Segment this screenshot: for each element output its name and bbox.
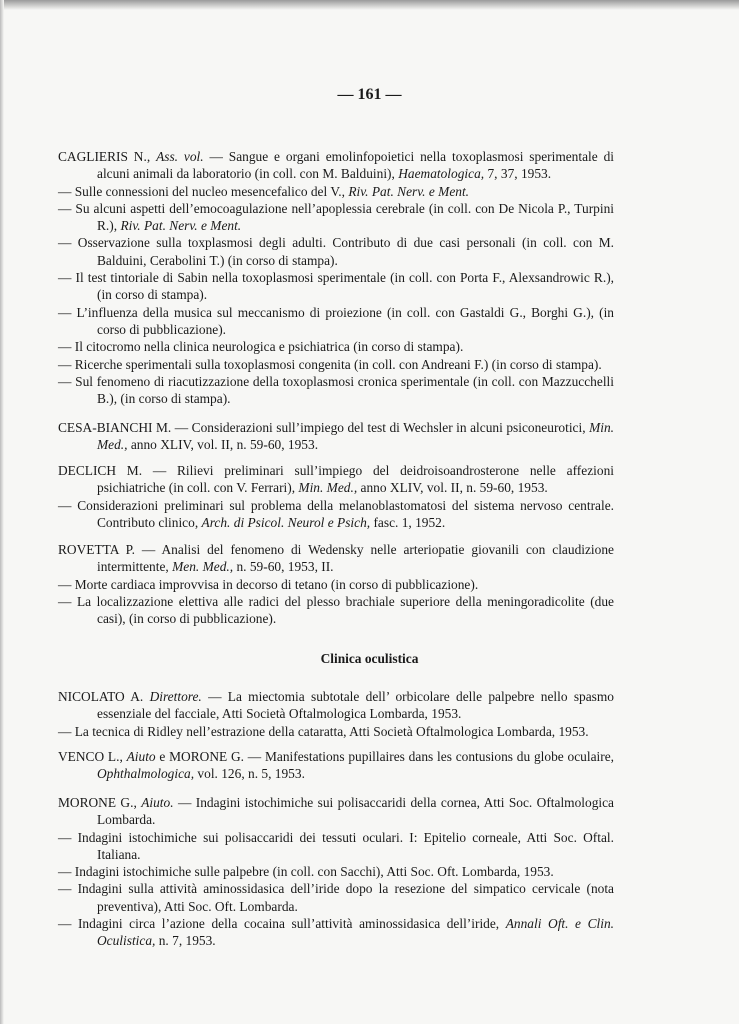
bibliography-entry [58, 234, 614, 269]
citation-text: — Il test tintoriale di Sabin nella toxoplasmosi sperimentale (in coll. con Porta F., Alexsandrowic R.), (in corso di stampa). [58, 270, 614, 303]
citation-italic-text: Annali Oft. e Clin. Oculistica, [97, 916, 614, 949]
citation-text: anno XLIV, vol. II, n. 59-60, 1953. [127, 437, 319, 453]
citation-text: fasc. 1, 1952. [370, 514, 446, 530]
bibliography-group [58, 688, 614, 740]
citation-italic-text: Aiuto. [141, 795, 174, 810]
bibliography-entry [58, 269, 614, 304]
citation-italic-text: Riv. Pat. Nerv. e Ment. [120, 218, 242, 234]
citation-text: n. 59-60, 1953, II. [233, 559, 334, 575]
citation-text: — Indagini istochimiche sui polisaccaridi dei tessuti oculari. I: Epitelio corneale, Atti Soc. Oftal. Italiana. [58, 829, 614, 862]
bibliography-entry [58, 688, 614, 723]
citation-italic-text: Arch. di Psicol. Neurol e Psich, [201, 514, 371, 530]
bibliography-entry [58, 338, 614, 355]
scan-edge-top [0, 0, 739, 10]
citation-text: — Indagini circa l’azione della cocaina sull’attività aminossidasica dell’iride, [58, 916, 506, 932]
citation-text: CESA-BIANCHI M. — Considerazioni sull’impiego del test di Wechsler in alcuni psiconeurotici, [58, 420, 590, 435]
citation-text: — Considerazioni preliminari sul problema della melanoblastomatosi del sistema nervoso centrale. Contributo clinico, [58, 497, 614, 530]
bibliography-entry [58, 748, 614, 783]
citation-text: — Sul fenomeno di riacutizzazione della toxoplasmosi cronica sperimentale (in coll. con Mazzucchelli B.), (in corso di stampa). [58, 373, 614, 407]
bibliography-entry [58, 183, 614, 200]
citation-text: n. 7, 1953. [155, 933, 216, 949]
citation-text: — Sangue e organi emolinfopoietici nella toxoplasmosi sperimentale di alcuni animali da laboratorio (in coll. con M. Balduini), [97, 149, 615, 182]
scan-edge-left [0, 0, 4, 1024]
bibliography-entry [58, 419, 614, 454]
page-number: — 161 — [337, 86, 402, 103]
citation-italic-text: Ass. vol. [156, 149, 204, 164]
citation-italic-text: Min. Med., [298, 480, 358, 496]
bibliography-entry [58, 723, 614, 740]
bibliography-group [58, 148, 614, 407]
bibliography-entry [58, 200, 614, 235]
bibliography-entry [58, 148, 614, 183]
citation-text: VENCO L., [58, 749, 127, 764]
citation-text: vol. 126, n. 5, 1953. [194, 766, 305, 782]
citation-text: — Indagini sulla attività aminossidasica dell’iride dopo la resezione del simpatico cervicale (nota preventiva), Atti Soc. Oft. Lombarda. [58, 881, 614, 914]
citation-text: MORONE G., [58, 795, 142, 810]
citation-text: CAGLIERIS N., [58, 149, 157, 164]
bibliography-entry [58, 880, 614, 915]
citation-italic-text: Direttore. [149, 689, 202, 704]
bibliography-entry [58, 593, 614, 628]
bibliography-entry [58, 356, 614, 373]
citation-italic-text: Aiuto [126, 749, 156, 764]
citation-text: — Sulle connessioni del nucleo mesencefalico del V., [58, 183, 349, 199]
citation-text: — La miectomia subtotale dell’ orbicolare delle palpebre nello spasmo essenziale del facciale, Atti Società Oftalmologica Lombarda, 1953. [97, 689, 614, 722]
bibliography-entry [58, 304, 614, 339]
citation-text: NICOLATO A. [58, 689, 150, 704]
bibliography-entry [58, 829, 614, 864]
citation-italic-text: Ophthalmologica, [97, 766, 195, 782]
citation-italic-text: Men. Med., [172, 559, 234, 575]
citation-text: — Morte cardiaca improvvisa in decorso di tetano (in corso di pubblicazione). [58, 576, 479, 592]
citation-text: — La tecnica di Ridley nell’estrazione della cataratta, Atti Società Oftalmologica Lombarda, 1953. [58, 723, 589, 739]
citation-text: ROVETTA P. — Analisi del fenomeno di Wedensky nelle arteriopatie giovanili con claudizione intermittente, [58, 542, 614, 575]
citation-text: anno XLIV, vol. II, n. 59-60, 1953. [357, 480, 548, 496]
citation-text: — La localizzazione elettiva alle radici del plesso brachiale superiore della meningoradicolite (due casi), (in corso di pubblicazione). [58, 593, 614, 627]
citation-italic-text: Haematologica, [398, 166, 485, 182]
section-heading: Clinica oculistica [320, 651, 419, 666]
bibliography-entry [58, 373, 614, 408]
citation-text: — Indagini istochimiche sulle palpebre (in coll. con Sacchi), Atti Soc. Oft. Lombarda, 1953. [58, 864, 554, 880]
citation-text: — Ricerche sperimentali sulla toxoplasmosi congenita (in coll. con Andreani F.) (in corso di stampa). [58, 356, 602, 372]
bibliography-entry [58, 915, 614, 950]
bibliography-entry [58, 576, 614, 593]
citation-italic-text: Min. Med., [97, 420, 614, 453]
citation-text: — Il citocromo nella clinica neurologica e psichiatrica (in corso di stampa). [58, 339, 464, 355]
bibliography-entry [58, 794, 614, 829]
citation-text: — L’influenza della musica sul meccanismo di proiezione (in coll. con Gastaldi G., Borghi G.), (in corso di pubblicazione). [58, 304, 614, 337]
bibliography-group [58, 794, 614, 950]
bibliography-entry [58, 497, 614, 532]
citation-text: 7, 37, 1953. [484, 166, 552, 182]
bibliography-group [58, 748, 614, 783]
bibliography-group [58, 419, 614, 454]
bibliography-entry [58, 462, 614, 497]
citation-text: DECLICH M. — Rilievi preliminari sull’impiego del deidroisoandrosterone nelle affezioni psichiatriche (in coll. con V. Ferrari), [58, 463, 614, 496]
bibliography-group [58, 462, 614, 531]
citation-italic-text: Riv. Pat. Nerv. e Ment. [348, 183, 470, 199]
citation-text: e MORONE G. — Manifestations pupillaires dans les contusions du globe oculaire, [155, 749, 614, 764]
citation-text: — Indagini istochimiche sui polisaccaridi della cornea, Atti Soc. Oftalmologica Lombarda. [97, 795, 614, 828]
bibliography-group [58, 541, 614, 627]
citation-text: — Su alcuni aspetti dell’emocoagulazione nell’apoplessia cerebrale (in coll. con De Nicola P., Turpini R.), [58, 200, 614, 234]
bibliography-entry [58, 863, 614, 880]
bibliography-entry [58, 541, 614, 576]
citation-text: — Osservazione sulla toxplasmosi degli adulti. Contributo di due casi personali (in coll. con M. Balduini, Cerabolini T.) (in corso di stampa). [58, 235, 614, 268]
